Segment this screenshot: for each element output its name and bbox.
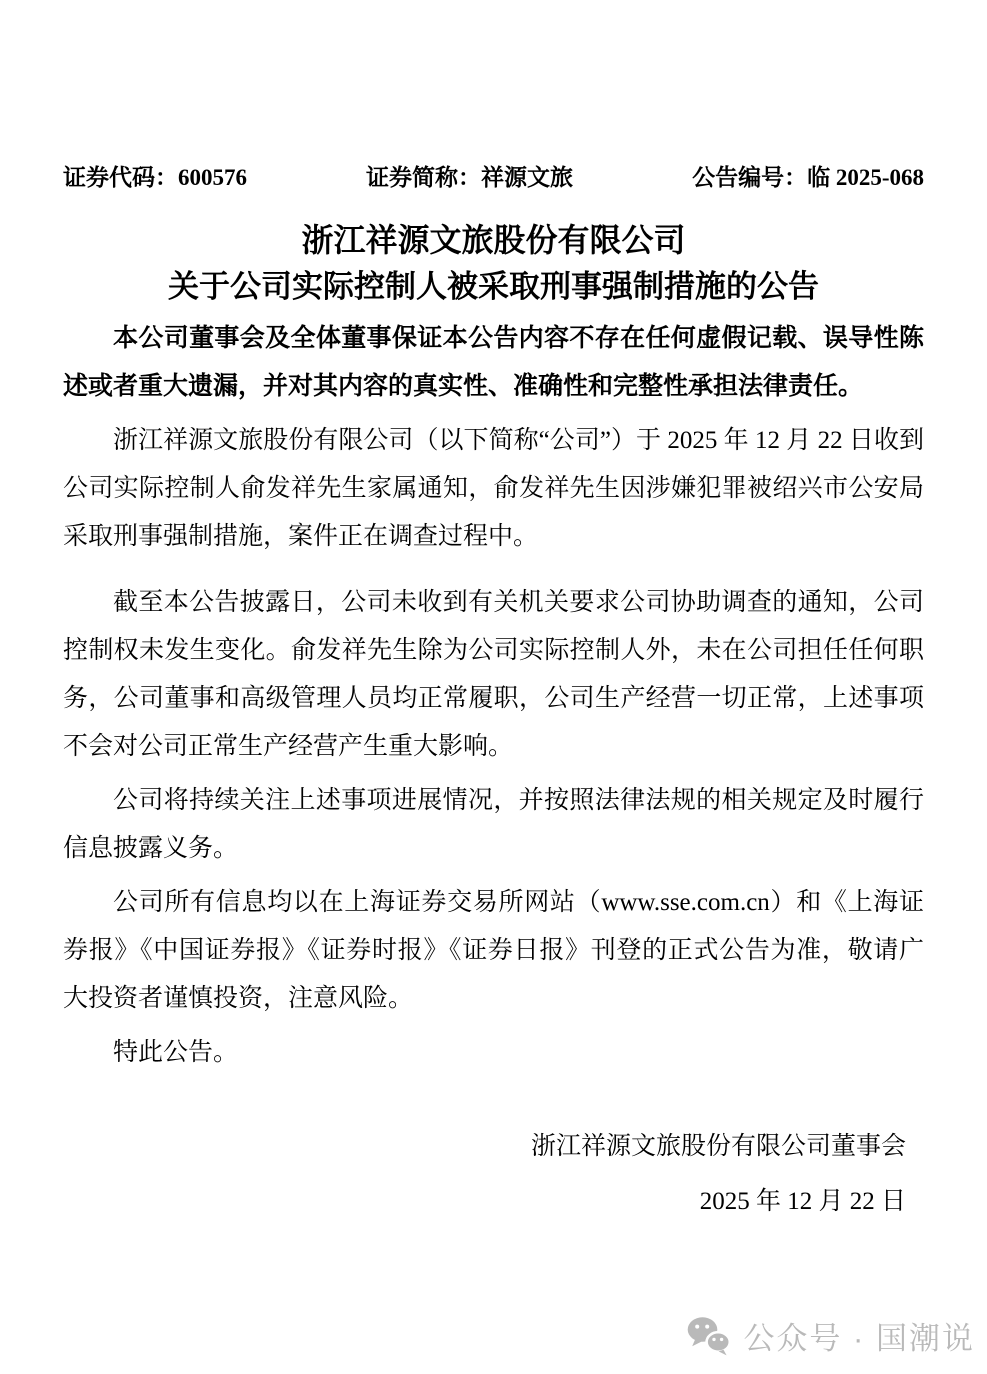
announcement-title: 关于公司实际控制人被采取刑事强制措施的公告 [168, 269, 819, 304]
closing-statement: 特此公告。 [113, 1039, 239, 1066]
stock-name: 证券简称：祥源文旅 [366, 165, 574, 190]
watermark-label: 公众号 · 国潮说 [743, 1321, 975, 1356]
body-paragraph-4: 公司所有信息均以在上海证券交易所网站（www.sse.com.cn）和《上海证券报》《中国证券报》《证券时报》《证券日报》刊登的正式公告为准，敬请广大投资者谨慎投资，注意风险。 [63, 889, 924, 1012]
company-title: 浙江祥源文旅股份有限公司 [301, 222, 686, 258]
document-header [63, 164, 924, 192]
signoff-block [63, 1119, 924, 1229]
body-paragraph-2: 截至本公告披露日，公司未收到有关机关要求公司协助调查的通知，公司控制权未发生变化。俞发祥先生除为公司实际控制人外，未在公司担任任何职务，公司董事和高级管理人员均正常履职，公司生产经营一切正常，上述事项不会对公司正常生产经营产生重大影响。 [63, 589, 924, 760]
wechat-icon [686, 1316, 732, 1356]
stock-code: 证券代码：600576 [63, 165, 247, 190]
signoff-date: 2025 年 12 月 22 日 [699, 1188, 906, 1215]
announcement-body [63, 315, 924, 1077]
body-paragraph-3: 公司将持续关注上述事项进展情况，并按照法律法规的相关规定及时履行信息披露义务。 [63, 787, 924, 862]
disclaimer-paragraph: 本公司董事会及全体董事保证本公告内容不存在任何虚假记载、误导性陈述或者重大遗漏，并对其内容的真实性、准确性和完整性承担法律责任。 [63, 325, 924, 400]
signature: 浙江祥源文旅股份有限公司董事会 [530, 1133, 906, 1160]
announcement-number: 公告编号：临 2025-068 [692, 165, 924, 190]
wechat-watermark [686, 1313, 975, 1358]
body-paragraph-1: 浙江祥源文旅股份有限公司（以下简称“公司”）于 2025 年 12 月 22 日收到公司实际控制人俞发祥先生家属通知，俞发祥先生因涉嫌犯罪被绍兴市公安局采取刑事强制措施，案件正在调查过程中。 [63, 427, 924, 550]
